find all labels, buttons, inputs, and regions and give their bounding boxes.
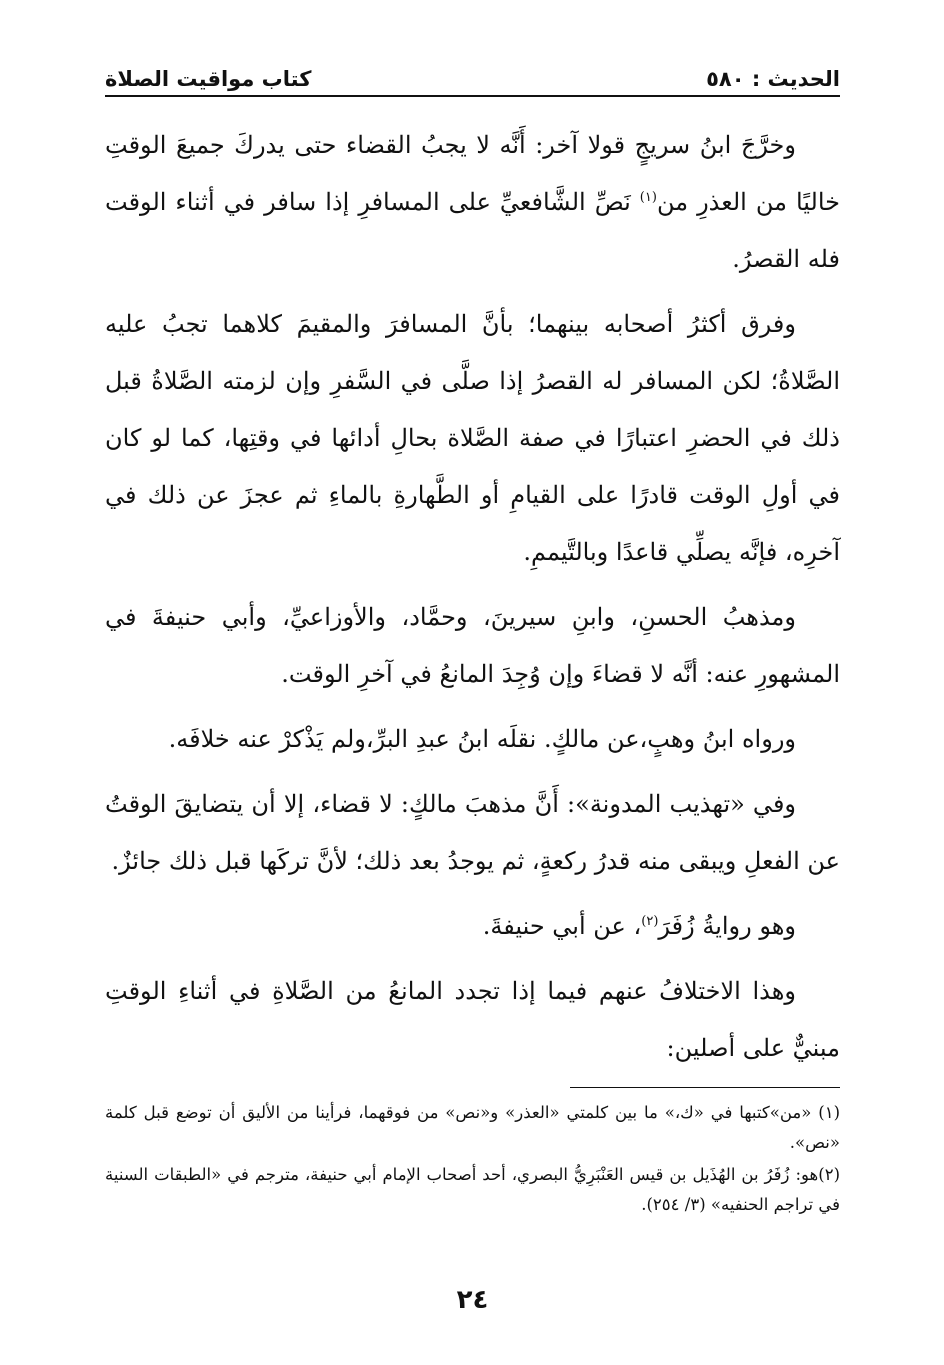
paragraph-1-text-b: نَصِّ الشَّافعيِّ على المسافرِ إذا سافر في أثناء الوقت فله القصرُ. <box>105 188 840 273</box>
page-number: ٢٤ <box>456 1285 489 1315</box>
footnote-1: (١) «من»كتبها في «ك،» ما بين كلمتي «العذر» و«نص» من فوقهما، فرأينا من الأليق أن توضع قبل كلمة «نص». <box>105 1103 840 1152</box>
header-hadith-number: الحديث : ٥٨٠ <box>706 67 840 91</box>
paragraph-3: ومذهبُ الحسنِ، وابنِ سيرينَ، وحمَّاد، والأوزاعيِّ، وأبي حنيفةَ في المشهورِ عنه: أنَّه لا قضاءَ وإن وُجِدَ المانعُ في آخرِ الوقت. <box>105 603 840 688</box>
paragraph-5: وفي «تهذيب المدونة»: أَنَّ مذهبَ مالكٍ: لا قضاء، إلا أن يتضايقَ الوقتُ عن الفعلِ ويبقى منه قدرُ ركعةٍ، ثم يوجدُ بعد ذلك؛ لأنَّ تركَها قبل ذلك جائزٌ. <box>105 790 840 875</box>
running-header <box>105 55 840 97</box>
paragraph-6-text-b: ، عن أبي حنيفةَ. <box>482 912 642 940</box>
footnote-2: (٢)هو: زُفَرُ بن الهُذَيل بن قيس العَنْبَرِيُّ البصري، أحد أصحاب الإمام أبي حنيفة، مترجم في «الطبقات السنية في تراجم الحنفيه» (٣/ ٢٥٤). <box>105 1165 840 1214</box>
footnotes <box>105 1098 840 1220</box>
paragraph-4: ورواه ابنُ وهبٍ،عن مالكٍ. نقلَه ابنُ عبدِ البرِّ،ولم يَذْكرْ عنه خلافَه. <box>168 725 796 753</box>
main-text <box>105 117 840 1077</box>
paragraph-1-text-a: وخرَّجَ ابنُ سريجٍ قولا آخر: أَنَّه لا يجبُ القضاء حتى يدركَ جميعَ الوقتِ خاليًا من العذرِ من <box>105 131 840 216</box>
paragraph-1 <box>105 117 840 288</box>
footnote-ref-1[interactable]: (١) <box>639 190 657 205</box>
paragraph-6 <box>105 898 840 955</box>
header-book-title: كتاب مواقيت الصلاة <box>105 67 312 91</box>
footnote-ref-2[interactable]: (٢) <box>641 914 659 929</box>
paragraph-2: وفرق أكثرُ أصحابه بينهما؛ بأنَّ المسافرَ والمقيمَ كلاهما تجبُ عليه الصَّلاةُ؛ لكن المسافر له القصرُ إذا صلَّى في السَّفرِ وإن لزمته الصَّلاةُ قبل ذلك في الحضرِ اعتبارًا في صفة الصَّلاة بحالِ أدائها في وقتِها، كما لو كان في أولِ الوقت قادرًا على القيامِ أو الطَّهارةِ بالماءِ ثم عجزَ عن ذلك في آخرِه، فإنَّه يصلِّي قاعدًا وبالتَّيممِ. <box>105 310 840 566</box>
footnote-separator <box>570 1087 840 1088</box>
paragraph-7: وهذا الاختلافُ عنهم فيما إذا تجدد المانعُ من الصَّلاةِ في أثناءِ الوقتِ مبنيٌّ على أصلين: <box>105 977 840 1062</box>
paragraph-6-text-a: وهو روايةُ زُفَرَ <box>658 912 796 940</box>
book-page <box>105 55 840 1315</box>
